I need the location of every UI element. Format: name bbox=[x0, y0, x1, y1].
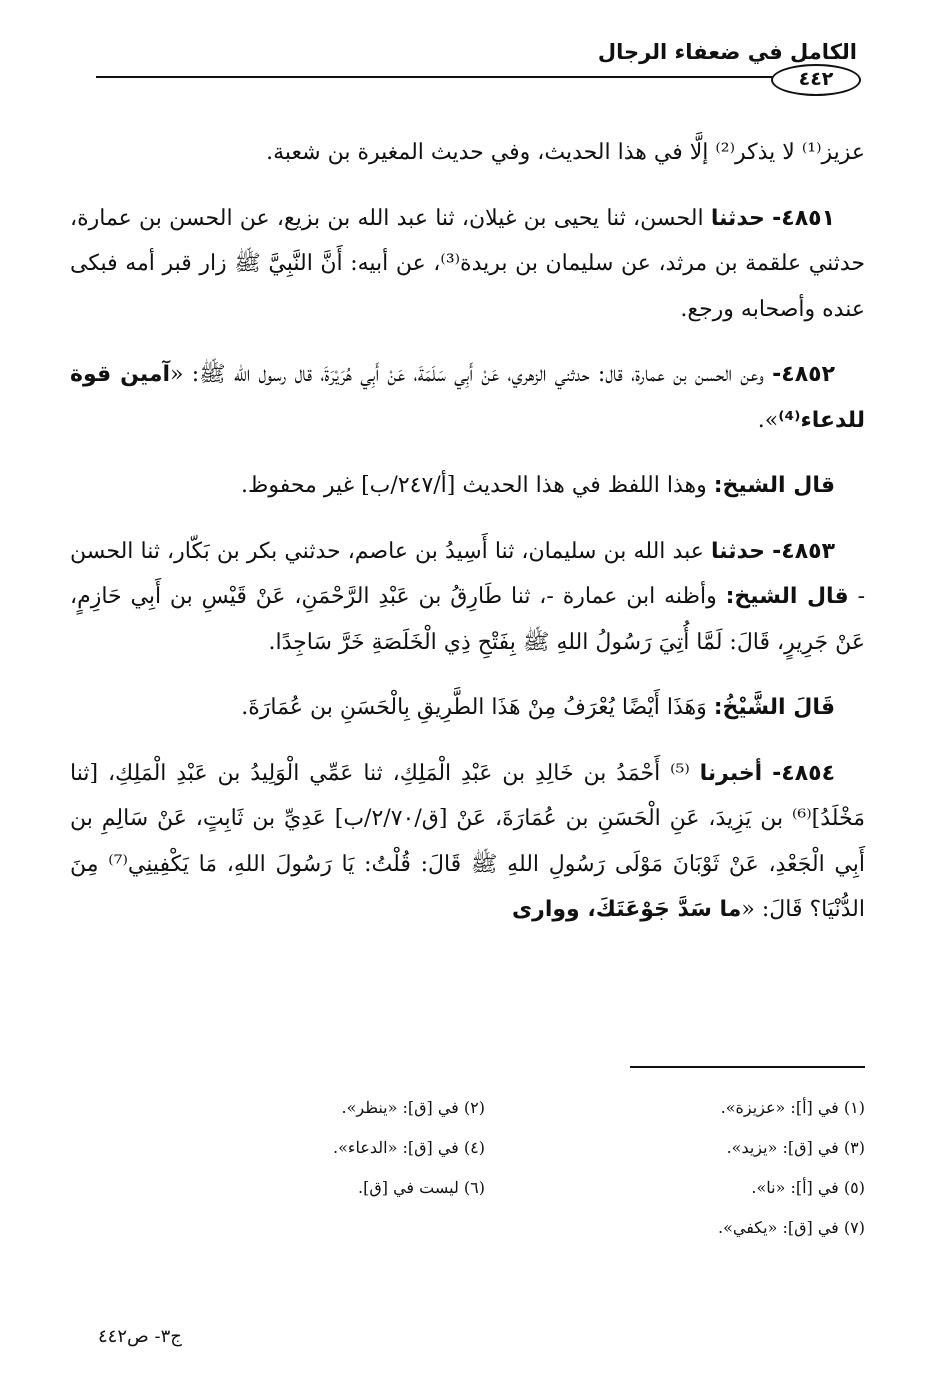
running-title: الكامل في ضعفاء الرجال bbox=[597, 40, 857, 64]
footnote: (٤) في [ق]: «الدعاء». bbox=[333, 1138, 485, 1157]
hadith-text: ⁽⁵⁾ أَحْمَدُ بن خَالِدِ بن عَبْدِ الْمَلِكِ، ثنا عَمِّي الْوَلِيدُ بن عَبْدِ الْمَلِكِ، [ثنا مَخْلَدُ]⁽⁶⁾ بن يَزِيدَ، عَنِ الْحَسَنِ بن عُمَارَةَ، عَنْ [ق/٢/٧٠/ب] عَدِيِّ بن ثَابِتٍ، عَنْ سَالِمِ بن أَبِي الْجَعْدِ، عَنْ ثَوْبَانَ مَوْلَى رَسُولِ اللهِ ﷺ قَالَ: قُلْتُ: يَا رَسُولَ اللهِ، مَا يَكْفِينِي⁽⁷⁾ مِنَ الدُّنْيَا؟ قَالَ: « bbox=[70, 760, 866, 922]
sheikh-comment bbox=[70, 463, 865, 509]
hadith-4851 bbox=[70, 196, 865, 333]
footnote: (٥) في [أ]: «نا». bbox=[751, 1178, 865, 1197]
footnote: (٣) في [ق]: «يزيد». bbox=[726, 1138, 865, 1157]
narration-keyword: أخبرنا bbox=[699, 760, 763, 786]
hadith-4853 bbox=[70, 529, 865, 666]
volume-page-marker: ج٣- ص٤٤٢ bbox=[98, 1326, 182, 1347]
footnotes bbox=[80, 1088, 865, 1248]
sheikh-comment bbox=[70, 685, 865, 731]
main-text bbox=[70, 130, 865, 933]
hadith-number: ٤٨٥٣- bbox=[772, 538, 835, 564]
hadith-matn: ما سَدَّ جَوْعَتَكَ، ووارى bbox=[512, 897, 742, 922]
hadith-number: ٤٨٥٤- bbox=[772, 760, 835, 786]
comment-text: وَهَذَا أَيْضًا يُعْرَفُ مِنْ هَذَا الطَّرِيقِ بِالْحَسَنِ بن عُمَارَةَ. bbox=[241, 695, 707, 720]
hadith-text-end: ». bbox=[757, 407, 779, 433]
hadith-4854 bbox=[70, 751, 865, 933]
hadith-text: وعن الحسن بن عمارة، قال: حدثني الزهري، عَنْ أَبِي سَلَمَةَ، عَنْ أَبِي هُرَيْرَةَ، قال رسول الله ﷺ: « bbox=[170, 362, 764, 387]
footnote: (٦) ليست في [ق]. bbox=[358, 1178, 485, 1197]
sheikh-keyword: قال الشيخ: bbox=[713, 473, 835, 498]
hadith-matn: آمين قوة للدعاء⁽⁴⁾ bbox=[70, 362, 865, 433]
header-rule bbox=[96, 76, 857, 78]
comment-text: وهذا اللفظ في هذا الحديث [أ/٢٤٧/ب] غير محفوظ. bbox=[241, 473, 707, 498]
hadith-4852 bbox=[70, 352, 865, 443]
page-header bbox=[96, 34, 857, 94]
page-number: ٤٤٢ bbox=[771, 64, 861, 96]
sheikh-keyword: قال الشيخ: bbox=[725, 584, 849, 609]
narration-keyword: حدثنا bbox=[710, 538, 766, 564]
footnote: (٢) في [ق]: «ينظر». bbox=[341, 1098, 485, 1117]
sheikh-keyword: قَالَ الشَّيْخُ: bbox=[713, 695, 835, 720]
hadith-text: الحسن، ثنا يحيى بن غيلان، ثنا عبد الله بن بزيع، عن الحسن بن عمارة، حدثني علقمة بن مرثد، عن سليمان بن بريدة⁽³⁾، عن أبيه: أَنَّ النَّبِيَّ ﷺ زار قبر أمه فبكى عنده وأصحابه ورجع. bbox=[70, 205, 865, 322]
footnote-rule bbox=[630, 1066, 865, 1068]
hadith-number: ٤٨٥٢- bbox=[772, 362, 835, 387]
hadith-text: عبد الله بن سليمان، ثنا أَسِيدُ بن عاصم، حدثني بكر بن بَكّار، ثنا الحسن - bbox=[70, 538, 865, 609]
hadith-number: ٤٨٥١- bbox=[772, 205, 835, 231]
hadith-text: وأظنه ابن عمارة -، ثنا طَارِقُ بن عَبْدِ الرَّحْمَنِ، عَنْ قَيْسِ بن أَبِي حَازِمٍ، عَنْ جَرِيرٍ، قَالَ: لَمَّا أُتِيَ رَسُولُ اللهِ ﷺ بِفَتْحِ ذِي الْخَلَصَةِ خَرَّ سَاجِدًا. bbox=[70, 584, 865, 655]
footnote: (١) في [أ]: «عزيزة». bbox=[720, 1098, 865, 1117]
paragraph-continuation: عزيز⁽¹⁾ لا يذكر⁽²⁾ إلَّا في هذا الحديث، وفي حديث المغيرة بن شعبة. bbox=[266, 140, 865, 165]
narration-keyword: حدثنا bbox=[710, 205, 765, 231]
footnote: (٧) في [ق]: «يكفي». bbox=[718, 1218, 865, 1237]
